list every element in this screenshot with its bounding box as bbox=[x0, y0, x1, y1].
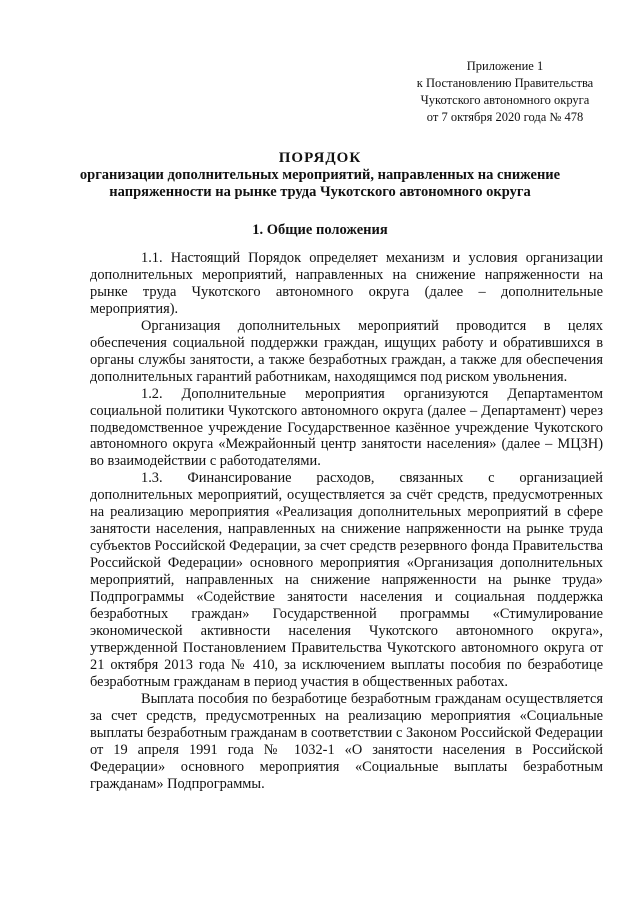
annex-block bbox=[395, 58, 615, 126]
paragraph: Организация дополнительных мероприятий проводится в целях обеспечения социальной поддержки граждан, ищущих работу и обратившихся в органы службы занятости, а также безработных граждан, а также для обеспечения дополнительных гарантий работникам, находящимся под риском увольнения. bbox=[90, 317, 603, 385]
document-body bbox=[90, 250, 603, 793]
paragraph: Выплата пособия по безработице безработным гражданам осуществляется за счет средств, предусмотренных на реализацию мероприятия «Социальные выплаты безработным гражданам в соответствии с Законом Российской Федерации от 19 апреля 1991 года № 1032-1 «О занятости населения в Российской Федерации» основного мероприятия «Социальные выплаты безработным гражданам» Подпрограммы. bbox=[90, 690, 603, 792]
title-line: напряженности на рынке труда Чукотского автономного округа bbox=[109, 184, 531, 200]
annex-line: к Постановлению Правительства bbox=[416, 76, 594, 90]
paragraph: 1.1. Настоящий Порядок определяет механизм и условия организации дополнительных мероприятий, направленных на снижение напряженности на рынке труда Чукотского автономного округа (далее – дополнительные мероприятия). bbox=[90, 250, 603, 317]
annex-line: Приложение 1 bbox=[466, 59, 544, 73]
paragraph: 1.3. Финансирование расходов, связанных с организацией дополнительных мероприятий, осуществляется за счёт средств, предусмотренных на реализацию мероприятия «Реализация дополнительных мероприятий в сфере занятости населения, направленных на снижение напряженности на рынке труда субъектов Российской Федерации, за счет средств резервного фонда Правительства Российской Федерации» основного мероприятия «Организация дополнительных мероприятий, направленных на снижение напряженности на рынке труда» Подпрограммы «Содействие занятости населения и социальная поддержка безработных граждан» Государственной программы «Стимулирование экономической активности населения Чукотского автономного округа», утвержденной Постановлением Правительства Чукотского автономного округа от 21 октября 2013 года № 410, за исключением выплаты пособия по безработице безработным гражданам в период участия в общественных работах. bbox=[90, 470, 603, 690]
title-heading: ПОРЯДОК bbox=[278, 150, 362, 166]
document-title bbox=[40, 150, 600, 201]
paragraph: 1.2. Дополнительные мероприятия организуются Департаментом социальной политики Чукотского автономного округа (далее – Департамент) через подведомственное учреждение Государственное казённое учреждение Чукотского автономного округа «Межрайонный центр занятости населения» (далее – МЦЗН) во взаимодействии с работодателями. bbox=[90, 385, 603, 470]
annex-line: от 7 октября 2020 года № 478 bbox=[426, 110, 584, 124]
annex-line: Чукотского автономного округа bbox=[420, 93, 590, 107]
title-line: организации дополнительных мероприятий, направленных на снижение bbox=[79, 167, 561, 183]
section-heading: 1. Общие положения bbox=[252, 222, 388, 238]
